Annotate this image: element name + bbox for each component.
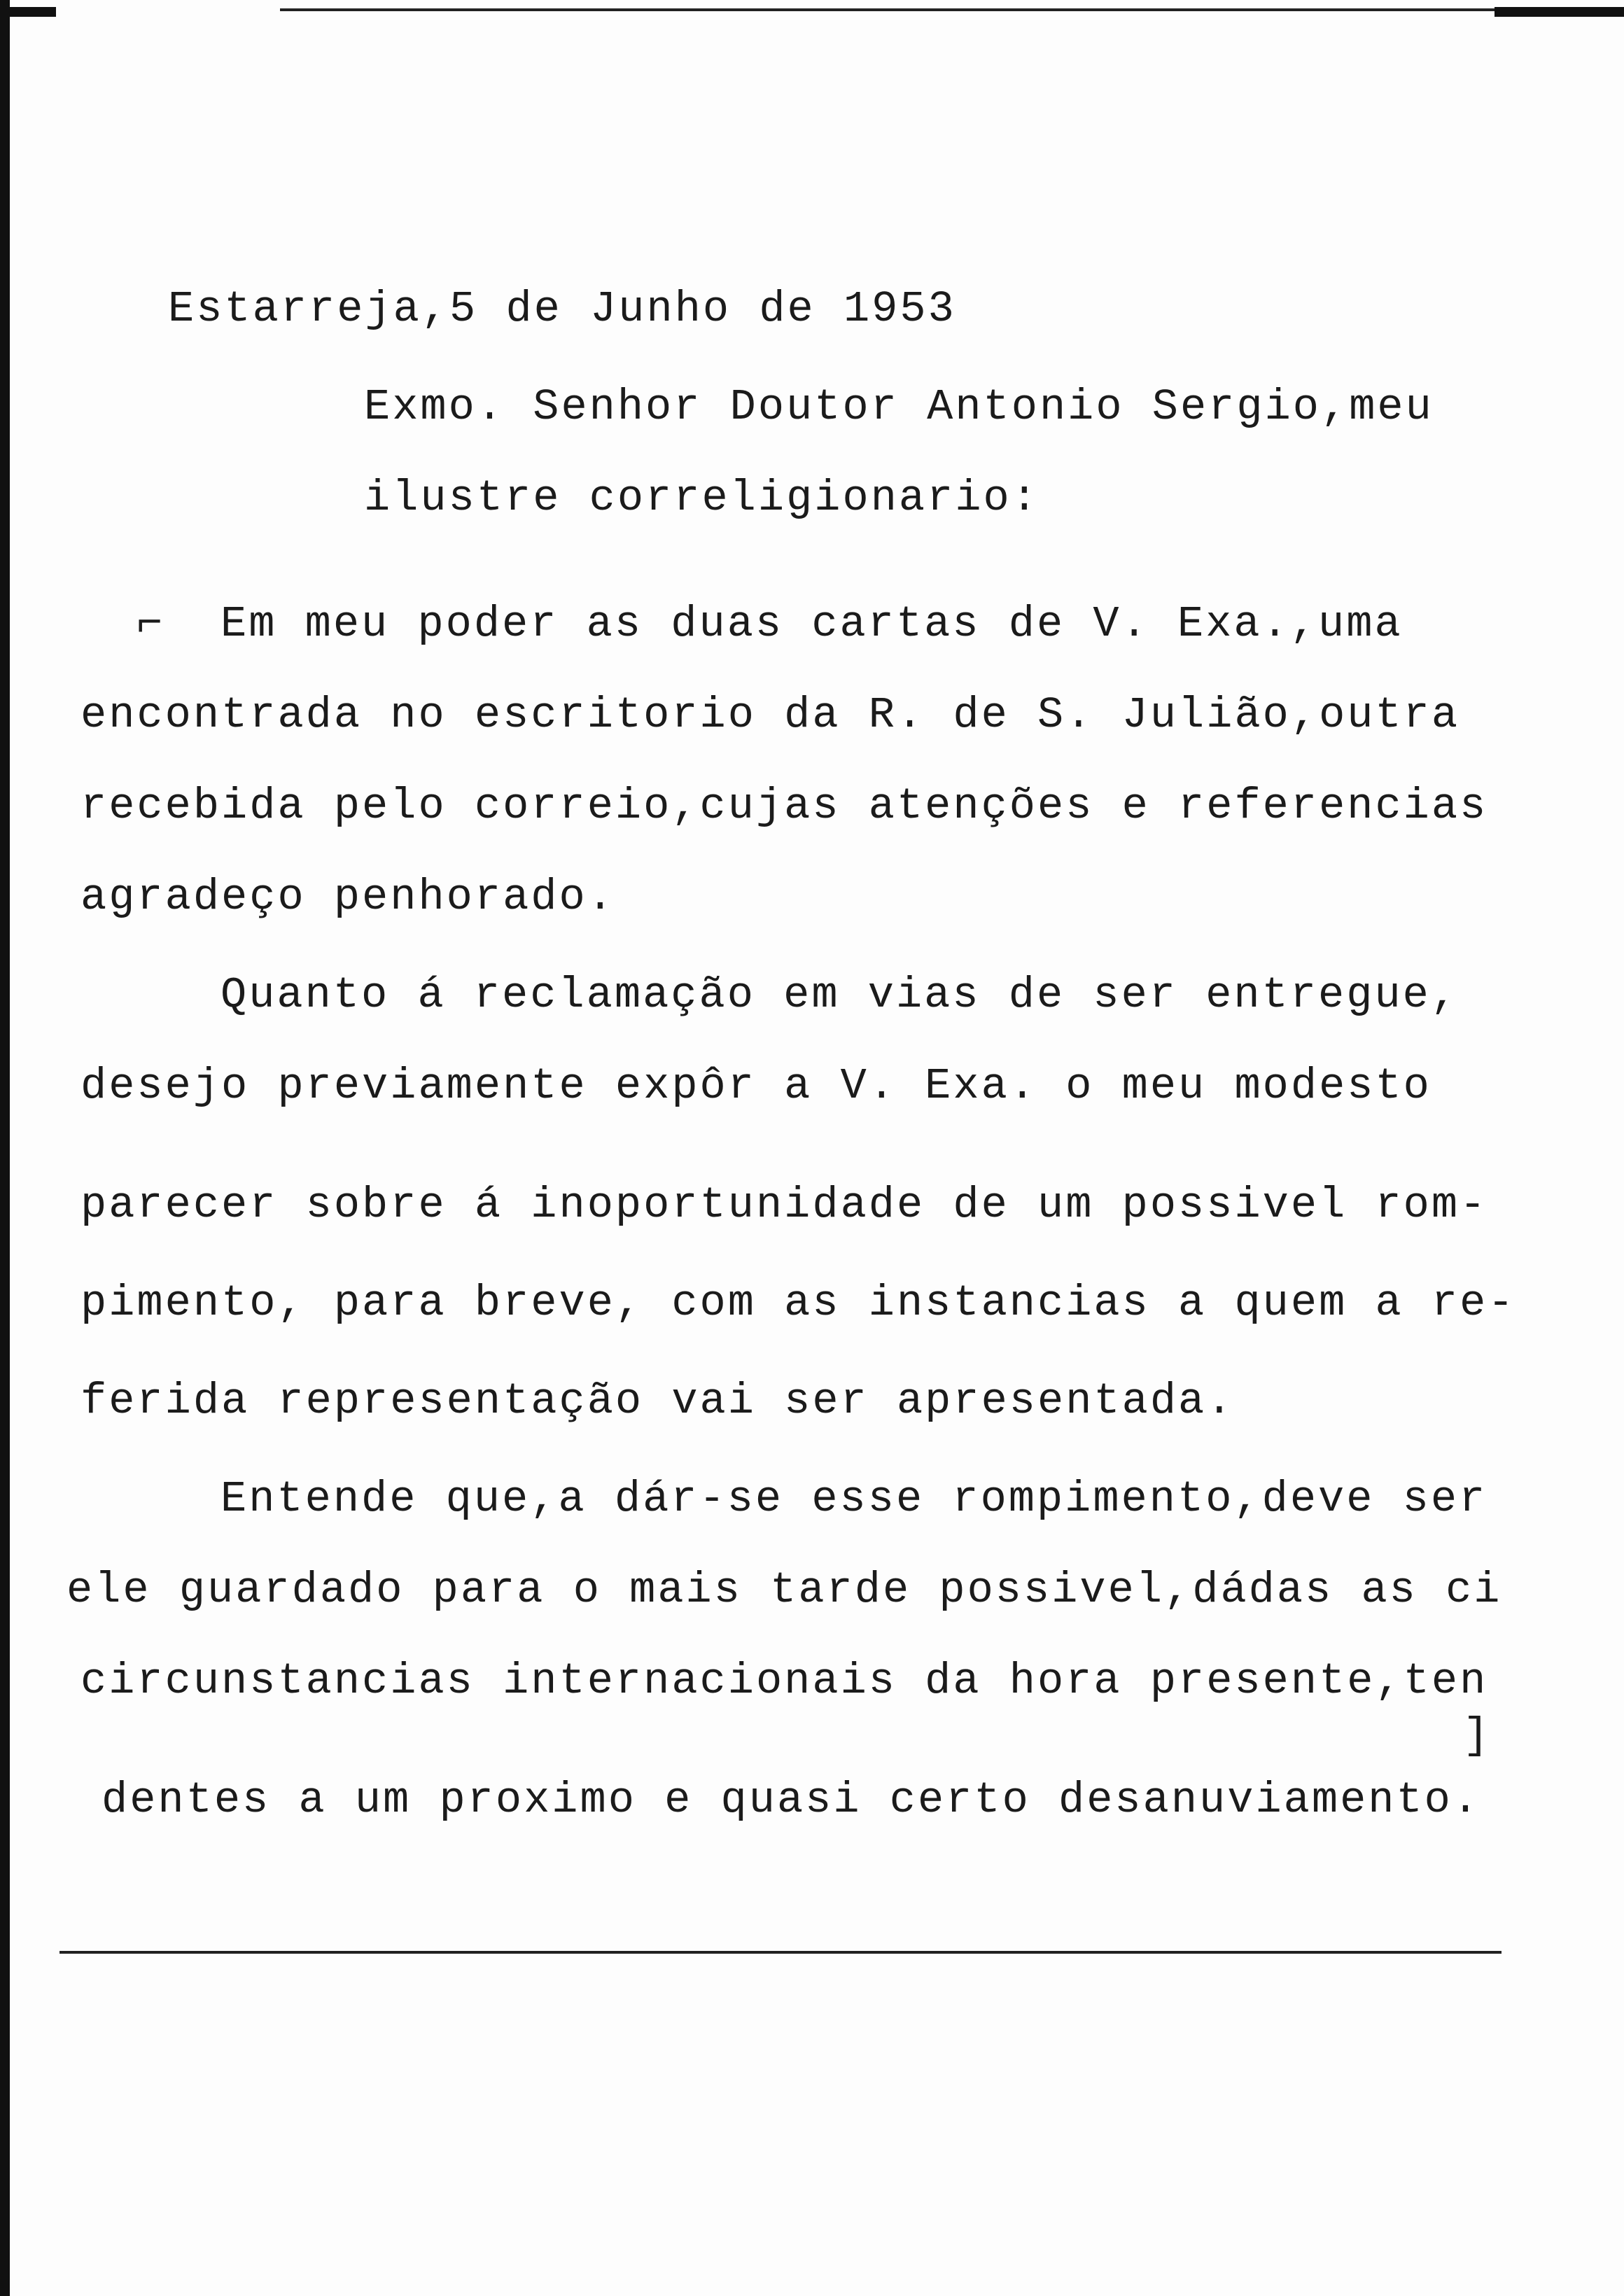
paragraph-2-line-4: pimento, para breve, com as instancias a quem a re-: [80, 1278, 1516, 1328]
paragraph-2-line-5: ferida representação vai ser apresentada.: [80, 1376, 1235, 1426]
paragraph-1-line-2: encontrada no escritorio da R. de S. Julião,outra: [80, 690, 1460, 740]
paragraph-1-line-4: agradeço penhorado.: [80, 872, 615, 922]
paragraph-2-line-2: desejo previamente expôr a V. Exa. o meu modesto: [80, 1061, 1432, 1111]
paragraph-2-line-3: parecer sobre á inoportunidade de um possivel rom-: [80, 1180, 1488, 1230]
bottom-rule: [59, 1951, 1502, 1954]
scan-edge-top-left: [0, 7, 56, 17]
paragraph-3-line-1: Entende que,a dár-se esse rompimento,deve ser: [220, 1474, 1488, 1524]
top-rule: [280, 8, 1498, 11]
paragraph-2-line-1: Quanto á reclamação em vias de ser entregue,: [220, 970, 1460, 1020]
scan-edge-left: [0, 0, 10, 2296]
paragraph-mark: ⌐: [136, 599, 163, 649]
paragraph-3-line-4: dentes a um proximo e quasi certo desanuviamento.: [102, 1775, 1481, 1825]
salutation-line-2: ilustre correligionario:: [364, 473, 1040, 523]
place-date: Estarreja,5 de Junho de 1953: [168, 284, 956, 334]
correction-bracket: ]: [1463, 1711, 1490, 1760]
paragraph-1-line-1: Em meu poder as duas cartas de V. Exa.,uma: [220, 599, 1403, 649]
salutation-line-1: Exmo. Senhor Doutor Antonio Sergio,meu: [364, 382, 1434, 432]
paragraph-3-line-3: circunstancias internacionais da hora presente,ten: [80, 1656, 1488, 1706]
paragraph-1-line-3: recebida pelo correio,cujas atenções e referencias: [80, 781, 1488, 831]
paragraph-3-line-2: ele guardado para o mais tarde possivel,dádas as ci: [66, 1565, 1502, 1615]
scan-edge-top-right: [1494, 7, 1624, 17]
